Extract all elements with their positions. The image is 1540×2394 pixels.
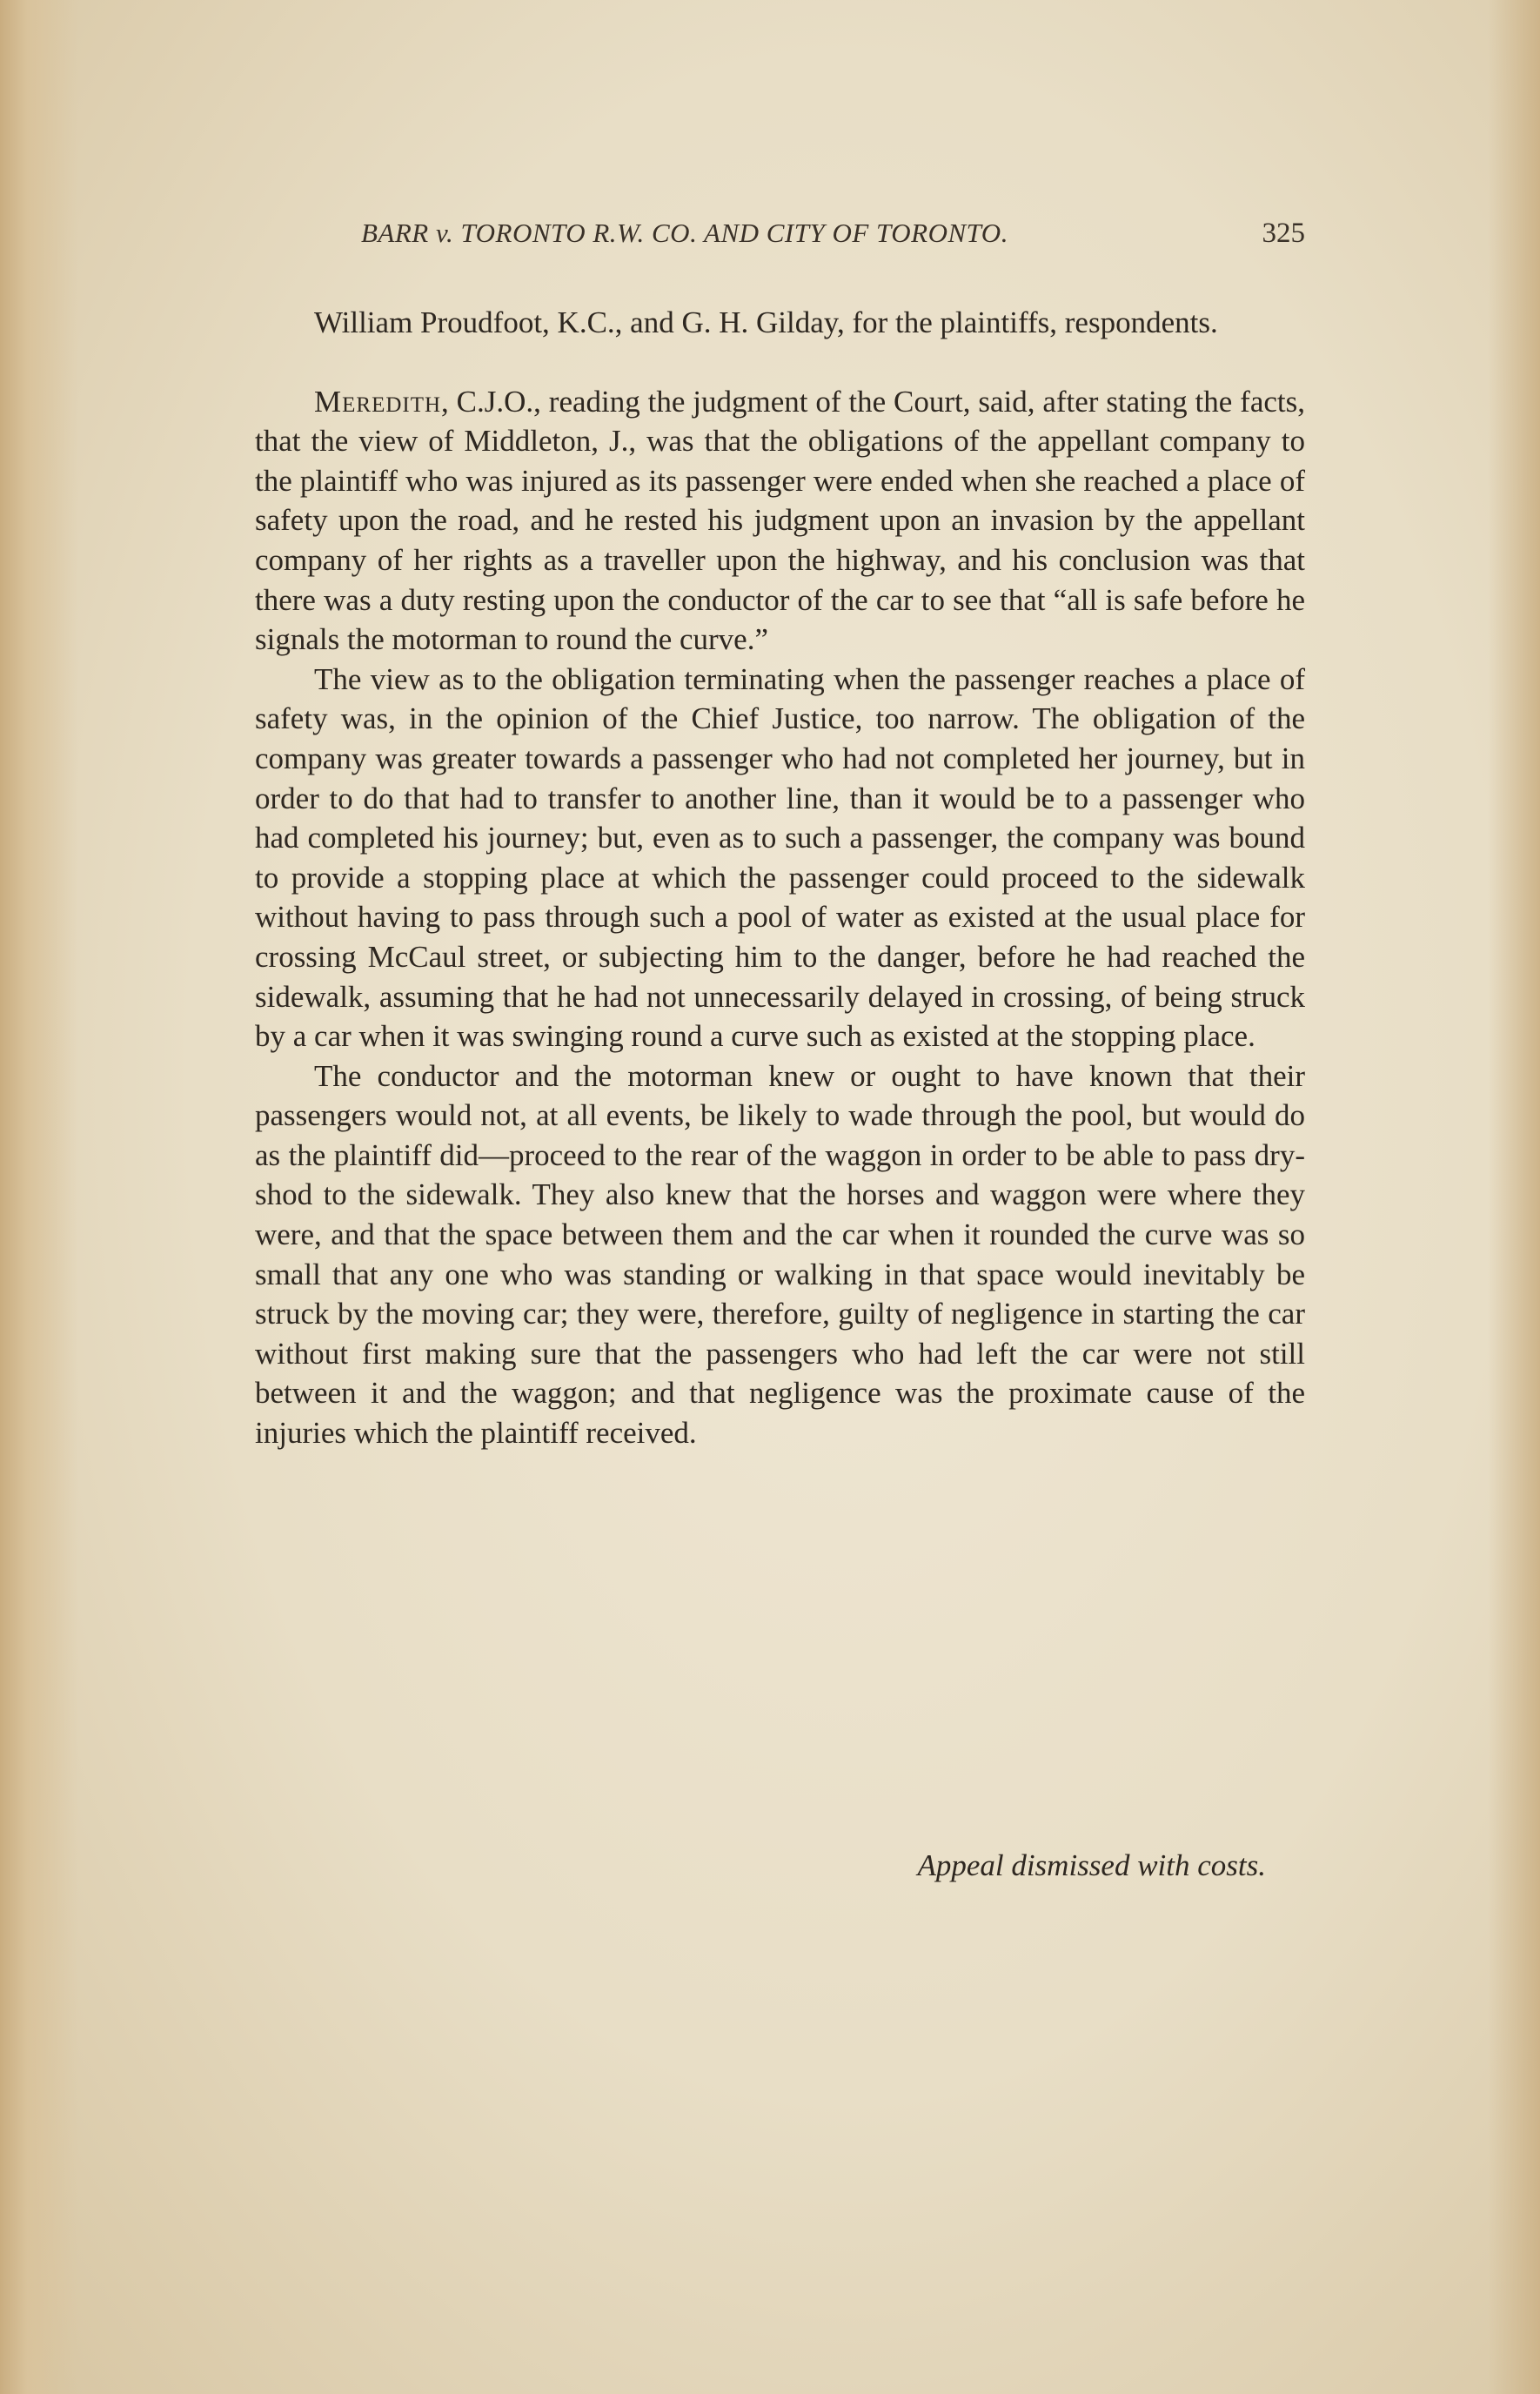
- judgment-paragraph-1-text: , C.J.O., reading the judgment of the Court, said, after stating the facts, that the view of Middleton, J., was that the obligations of the appellant company to the plaintiff who was injured as its passenger were ended when she reached a place of safety upon the road, and he rested his judgment upon an invasion by the appellant company of her rights as a traveller upon the highway, and his conclusion was that there was a duty resting upon the conductor of the car to see that “all is safe before he signals the motorman to round the curve.”: [255, 384, 1305, 657]
- counsel-paragraph: William Proudfoot, K.C., and G. H. Gilday, for the plaintiffs, respondents.: [314, 305, 1218, 339]
- disposition: Appeal dismissed with costs.: [917, 1848, 1266, 1882]
- judge-name: Meredith: [314, 384, 442, 419]
- body-text: [255, 303, 1305, 1453]
- page-edge-shadow-right: [1488, 0, 1540, 2394]
- running-head: [361, 218, 1305, 261]
- judgment-paragraph-2: The view as to the obligation terminating when the passenger reaches a place of safety was, in the opinion of the Chief Justice, too narrow. The obligation of the company was greater towards a passenger who had not completed her journey, but in order to do that had to transfer to another line, than it would be to a passenger who had completed his journey; but, even as to such a passenger, the company was bound to provide a stopping place at which the passenger could proceed to the sidewalk without having to pass through such a pool of water as existed at the usual place for crossing McCaul street, or subjecting him to the danger, before he had reached the sidewalk, assuming that he had not unnecessarily delayed in crossing, of being struck by a car when it was swinging round a curve such as existed at the stopping place.: [255, 661, 1305, 1054]
- judgment-paragraph-1: [255, 382, 1305, 660]
- page-edge-shadow-left: [0, 0, 78, 2394]
- judgment-paragraph-3: The conductor and the motorman knew or ought to have known that their passengers would not, at all events, be likely to wade through the pool, but would do as the plaintiff did—proceed to the rear of the waggon in order to be able to pass dry-shod to the sidewalk. They also knew that the horses and waggon were where they were, and that the space between them and the car when it rounded the curve was so small that any one who was standing or walking in that space would inevitably be struck by the moving car; they were, therefore, guilty of negligence in starting the car without first making sure that the passengers who had left the car were not still between it and the waggon; and that negligence was the proximate cause of the injuries which the plaintiff received.: [255, 1058, 1305, 1451]
- page-number: 325: [1262, 218, 1305, 249]
- running-head-title: BARR v. TORONTO R.W. CO. AND CITY OF TORONTO.: [361, 218, 1008, 248]
